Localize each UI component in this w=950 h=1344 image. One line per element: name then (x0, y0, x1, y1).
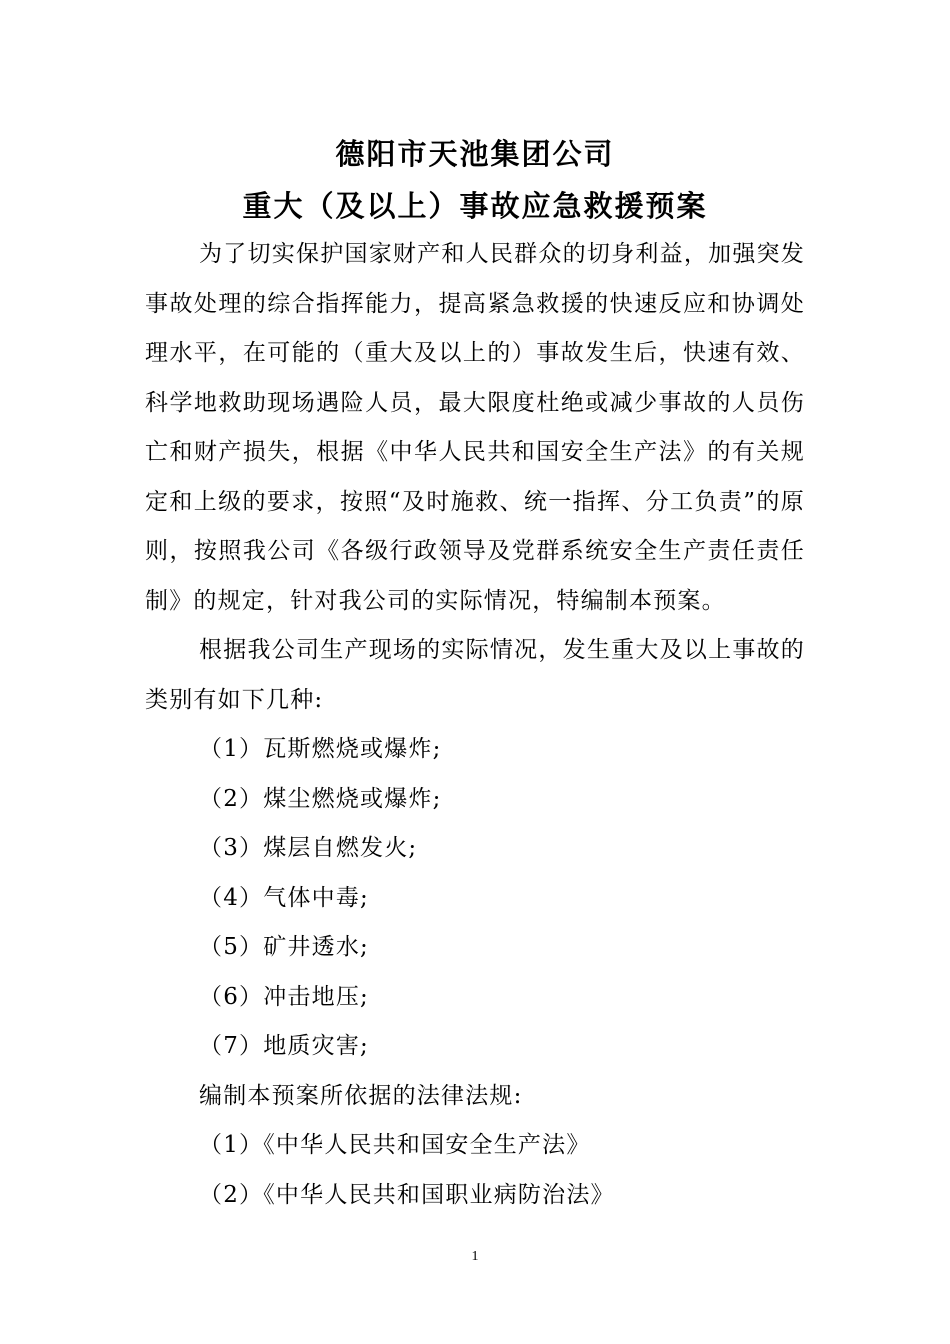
list-item: （4）气体中毒; (199, 884, 369, 911)
accident-types-intro: 根据我公司生产现场的实际情况，发生重大及以上事故的类别有如下几种: (145, 637, 805, 713)
document-title-line2: 重大（及以上）事故应急救援预案 (242, 189, 708, 223)
list-item: （2）煤尘燃烧或爆炸; (199, 785, 442, 812)
list-item: （5）矿井透水; (199, 934, 369, 960)
intro-paragraph: 为了切实保护国家财产和人民群众的切身利益，加强突发事故处理的综合指挥能力，提高紧急救援的快速反应和协调处理水平，在可能的（重大及以上的）事故发生后，快速有效、科学地救助现场遇险人员，最大限度杜绝或减少事故的人员伤亡和财产损失，根据《中华人民共和国安全生产法》的有关规定和上级的要求，按照“及时施救、统一指挥、分工负责”的原则，按照我公司《各级行政领导及党群系统安全生产责任责任制》的规定，针对我公司的实际情况，特编制本预案。 (145, 241, 805, 614)
list-item: （6）冲击地压; (199, 983, 369, 1010)
list-item: （1）《中华人民共和国安全生产法》 (199, 1132, 591, 1158)
list-item: （1）瓦斯燃烧或爆炸; (199, 736, 442, 762)
list-item: （2）《中华人民共和国职业病防治法》 (199, 1181, 615, 1208)
document-title-line1: 德阳市天池集团公司 (335, 137, 615, 171)
list-item: （3）煤层自燃发火; (199, 835, 418, 861)
document-body (145, 230, 805, 1220)
page-number: 1 (471, 1249, 479, 1264)
list-item: （7）地质灾害; (199, 1033, 369, 1059)
laws-list (145, 1121, 805, 1220)
laws-intro: 编制本预案所依据的法律法规: (199, 1082, 523, 1109)
accident-types-list (145, 725, 805, 1072)
